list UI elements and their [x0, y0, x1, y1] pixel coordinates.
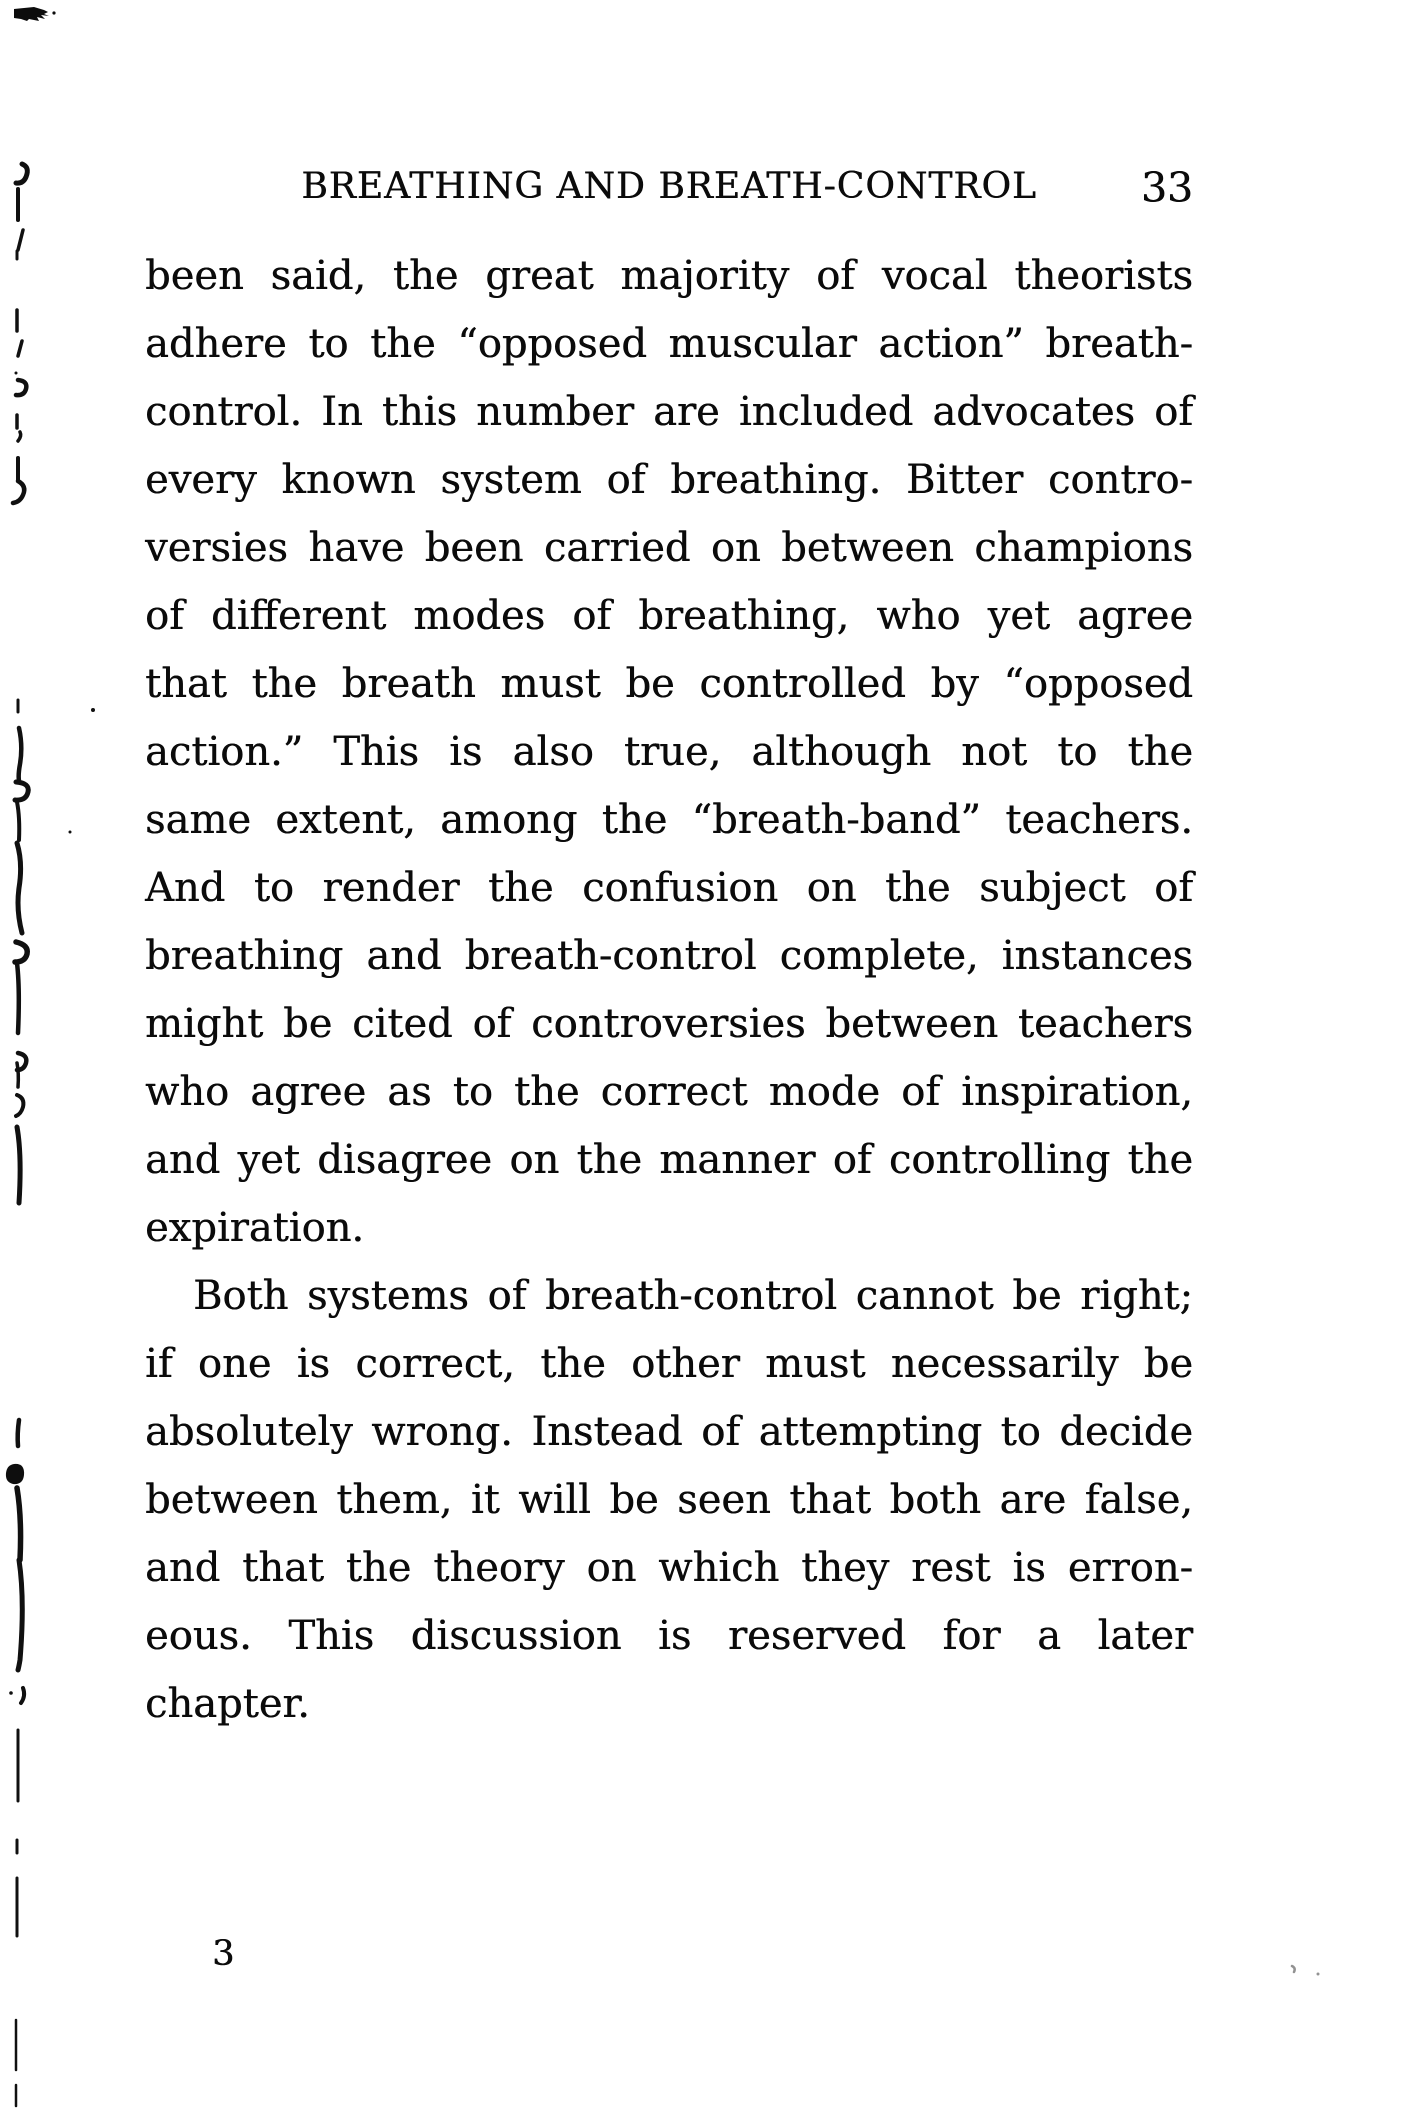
page-title: BREATHING AND BREATH-CONTROL — [301, 166, 1037, 207]
text-line: same extent, among the “breath-band” teachers. — [145, 797, 1193, 843]
text-line: and yet disagree on the manner of controlling the — [145, 1137, 1193, 1183]
text-line: And to render the confusion on the subject of — [145, 865, 1193, 911]
text-line: every known system of breathing. Bitter contro- — [145, 457, 1193, 503]
body-text — [145, 242, 1193, 1738]
text-line: chapter. — [145, 1681, 310, 1727]
text-line: action.” This is also true, although not to the — [145, 729, 1193, 775]
text-line: who agree as to the correct mode of inspiration, — [145, 1069, 1193, 1115]
text-line: eous. This discussion is reserved for a later — [145, 1613, 1193, 1659]
text-line: and that the theory on which they rest is erron- — [145, 1545, 1193, 1591]
text-line: expiration. — [145, 1205, 365, 1251]
text-line: Both systems of breath-control cannot be right; — [193, 1273, 1193, 1319]
smudge-mark — [14, 7, 49, 21]
text-line: breathing and breath-control complete, instances — [145, 933, 1193, 979]
text-line: absolutely wrong. Instead of attempting to decide — [145, 1409, 1193, 1455]
paragraph-2 — [145, 1262, 1193, 1738]
text-line: between them, it will be seen that both are false, — [145, 1477, 1193, 1523]
text-line: might be cited of controversies between teachers — [145, 1001, 1193, 1047]
text-line: versies have been carried on between champions — [145, 525, 1193, 571]
text-line: been said, the great majority of vocal theorists — [145, 253, 1193, 299]
text-line: if one is correct, the other must necessarily be — [145, 1341, 1193, 1387]
text-line: of different modes of breathing, who yet agree — [145, 593, 1193, 639]
paragraph-1 — [145, 242, 1193, 1262]
text-line: adhere to the “opposed muscular action” breath- — [145, 321, 1193, 367]
signature-mark: 3 — [212, 1934, 235, 1974]
page-number: 33 — [1140, 164, 1193, 212]
text-line: that the breath must be controlled by “opposed — [145, 661, 1193, 707]
text-line: control. In this number are included advocates of — [145, 389, 1193, 435]
running-header — [145, 166, 1193, 212]
